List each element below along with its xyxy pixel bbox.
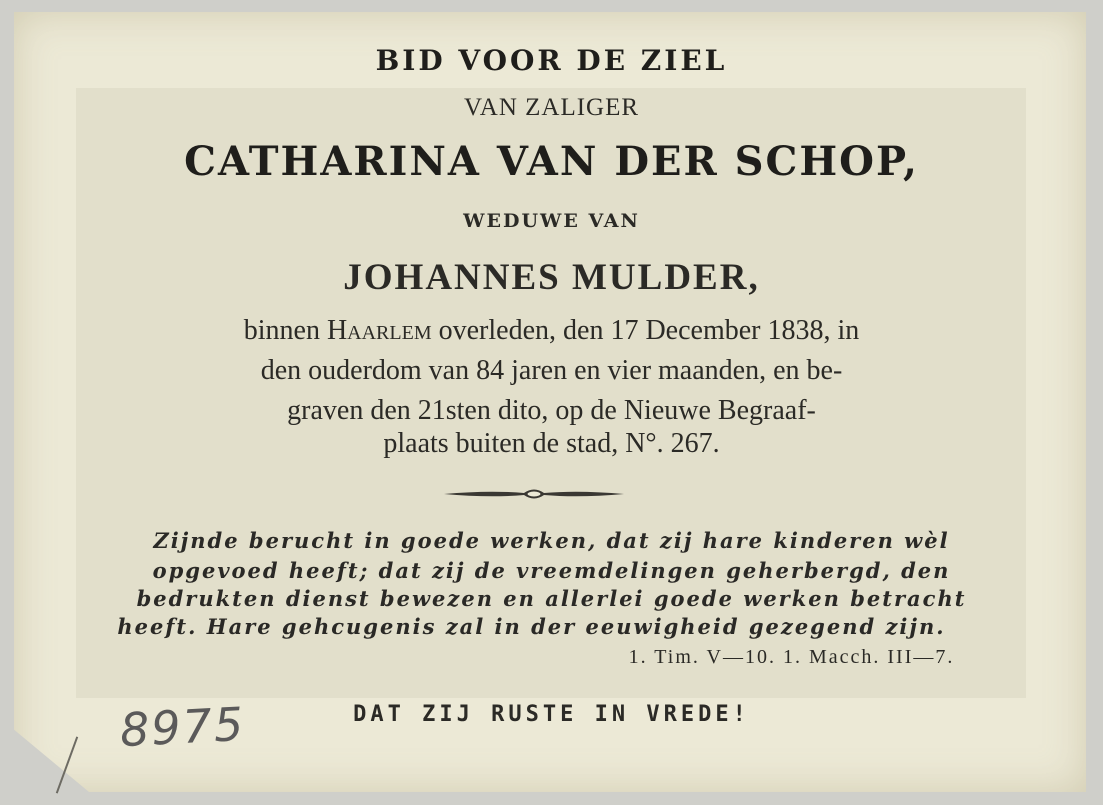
inventory-number: 8975 (118, 696, 247, 758)
heading-bid-voor-de-ziel: BID VOOR DE ZIEL (375, 44, 728, 77)
place-haarlem: Haarlem (326, 315, 432, 346)
closing-rest-in-peace: DAT ZIJ RUSTE IN VREDE! (353, 702, 750, 727)
body-line-3: graven den 21sten dito, op de Nieuwe Begraaf- (287, 395, 816, 426)
body-line-1a: binnen (243, 315, 327, 346)
body-line-2: den ouderdom van 84 jaren en vier maanden, en be- (260, 355, 843, 386)
heading-weduwe-van: WEDUWE VAN (463, 210, 640, 232)
body-line-1c: overleden, den 17 December 1838, in (431, 315, 860, 346)
verse-line-4: heeft. Hare gehcugenis zal in der eeuwigheid gezegend zijn. (117, 614, 946, 639)
deceased-name: CATHARINA VAN DER SCHOP, (184, 138, 919, 185)
heading-van-zaliger: VAN ZALIGER (463, 94, 640, 121)
husband-name: JOHANNES MULDER, (343, 257, 760, 298)
verse-line-1: Zijnde berucht in goede werken, dat zij hare kinderen wèl (153, 528, 950, 553)
verse-line-2: opgevoed heeft; dat zij de vreemdelingen geherbergd, den (152, 558, 951, 583)
verse-line-3: bedrukten dienst bewezen en allerlei goede werken betracht (136, 586, 967, 611)
scripture-reference: 1. Tim. V—10. 1. Macch. III—7. (628, 646, 955, 668)
body-line-1 (0, 313, 1103, 348)
ornament-divider (444, 484, 624, 504)
body-line-4: plaats buiten de stad, N°. 267. (383, 428, 720, 459)
